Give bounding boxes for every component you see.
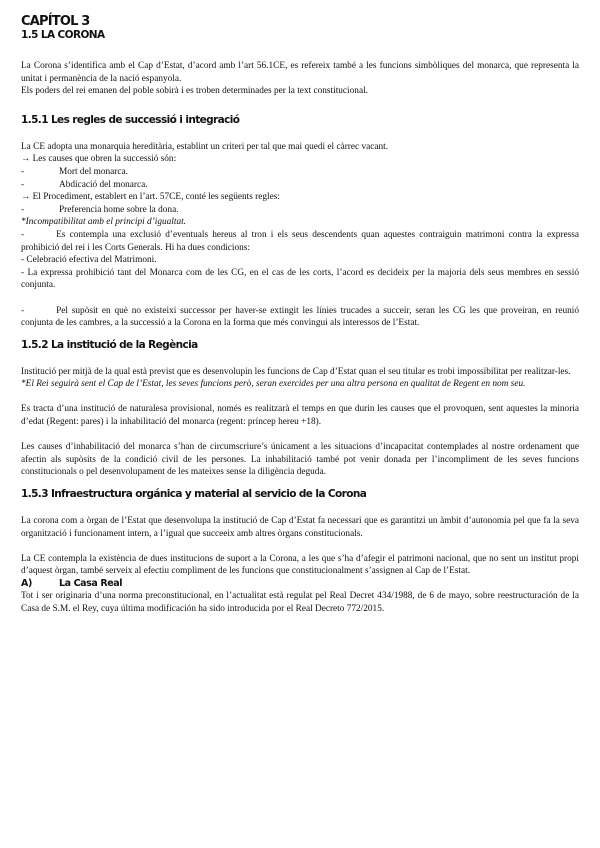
sub-heading-text: La Casa Real: [59, 578, 123, 589]
subsection-title-1-5-3: 1.5.3 Infraestructura orgánica y material al servicio de la Corona: [21, 488, 367, 501]
casa-real-paragraph: Tot i ser originaria d’una norma preconstitucional, en l’actualitat està regulat pel Real Decret 434/1988, de 6 de mayo, sobre reestructuración de la Casa de S.M. el Rey, cuya última modificación ha sido introducida por el Real Decreto 772/2015.: [21, 591, 579, 614]
condition-1: - Celebració efectiva del Matrimoni.: [21, 255, 157, 266]
list-item: - Abdicació del monarca.: [21, 179, 148, 190]
condition-2: - La expressa prohibició tant del Monarca com de les CG, en el cas de les corts, l’acord es decideix per la majoria dels seus membres en sessió conjunta.: [21, 267, 579, 291]
infrastructure-paragraph-2: La CE contempla la existència de dues institucions de suport a la Corona, a les que s’ha d’afegir el patrimoni nacional, que no sent un institut propi d’aquest òrgan, també serveix al efectiu compliment de les funcions que constitucionalment s’assignen al Cap de l’Estat.: [21, 553, 579, 577]
list-item: - Preferencia home sobre la dona.: [21, 204, 179, 215]
sub-heading-casa-real: [21, 578, 579, 590]
chapter-title: CAPÍTOL 3: [21, 14, 90, 29]
sub-heading-marker: A): [21, 578, 32, 589]
section-title: 1.5 LA CORONA: [21, 29, 105, 41]
succession-causes-heading: → Les causes que obren la successió són:: [21, 154, 177, 165]
regency-note: *El Rei seguirà sent el Cap de l’Estat, les seves funcions però, seran exercides per una altra persona en qualitat de Regent en nom seu.: [21, 379, 526, 390]
infrastructure-paragraph-1: La corona com a òrgan de l’Estat que desenvolupa la institució de Cap d’Estat fa necessari que es garantitzi un àmbit d’autonomia pel que fa la seva organització i funcionament intern, a l’igual que succeeix amb altres òrgans constitucionals.: [21, 516, 579, 539]
regency-causes-paragraph: Les causes d’inhabilitació del monarca s’han de circumscriure’s únicament a les situacions d’incapacitat contemplades al nostre ordenament que afectin als supòsits de la condició civil de les persones. La inhabilitació també pot venir donada per l’incompliment de les seves funcions constitucionals o pel desenvolupament de les mateixes sense la diligència deguda.: [21, 442, 579, 478]
succession-paragraph: La CE adopta una monarquia hereditària, establint un criteri per tal que mai quedi el càrrec vacant.: [21, 141, 389, 152]
exclusion-text: Es contempla una exclusió d’eventuals hereus al tron i els seus descendents quan aquestes contraiguin matrimoni contra la expressa prohibició del rei i les Corts Generals. Hi ha dues condicions:: [21, 229, 579, 253]
intro-paragraph-1: La Corona s’identifica amb el Cap d’Estat, d’acord amb l’art 56.1CE, es refereix també a les funcions simbòliques del monarca, que representa la unitat i permanència de la nació espanyola.: [21, 61, 579, 84]
procedure-heading: → El Procediment, establert en l’art. 57CE, conté les següents regles:: [21, 192, 280, 203]
exclusion-paragraph: - Es contempla una exclusió d’eventuals hereus al tron i els seus descendents quan aquestes contraiguin matrimoni contra la expressa prohibició del rei i les Corts Generals. Hi ha dues condicions:: [21, 229, 579, 253]
regency-definition: Institució per mitjà de la qual està previst que es desenvolupin les funcions de Cap d’Estat quan el seu titular es trobi impossibilitat per realitzar-les.: [21, 366, 571, 377]
no-successor-text: Pel supòsit en què no existeixi successor per haver-se extingit les línies trucades a succeir, seran les CG les que proveiran, en reunió conjunta de les cambres, a la successió a la Corona en la forma que més convingui als interessos de l’Estat.: [21, 305, 579, 329]
list-item-text: Abdicació del monarca.: [59, 179, 148, 190]
regency-provisional-paragraph: Es tracta d’una institució de naturalesa provisional, només es realitzarà el temps en que durin les causes que el provoquen, sent aquestes la minoria d’edat (Regent: pares) i la inhabilitació del monarca (regent: príncep hereu +18).: [21, 404, 579, 428]
intro-paragraph-2: Els poders del rei emanen del poble sobirà i es troben determinades per la text constitucional.: [21, 86, 368, 97]
subsection-title-1-5-2: 1.5.2 La institució de la Regència: [21, 338, 198, 351]
list-item: - Mort del monarca.: [21, 166, 128, 177]
incompatibility-note: *Incompatibilitat amb el principi d’igualtat.: [21, 217, 187, 228]
subsection-title-1-5-1: 1.5.1 Les regles de successió i integració: [21, 113, 240, 126]
no-successor-paragraph: - Pel supòsit en què no existeixi successor per haver-se extingit les línies trucades a succeir, seran les CG les que proveiran, en reunió conjunta de les cambres, a la successió a la Corona en la forma que més convingui als interessos de l’Estat.: [21, 305, 579, 329]
list-item-text: Preferencia home sobre la dona.: [59, 204, 179, 215]
list-item-text: Mort del monarca.: [59, 166, 128, 177]
